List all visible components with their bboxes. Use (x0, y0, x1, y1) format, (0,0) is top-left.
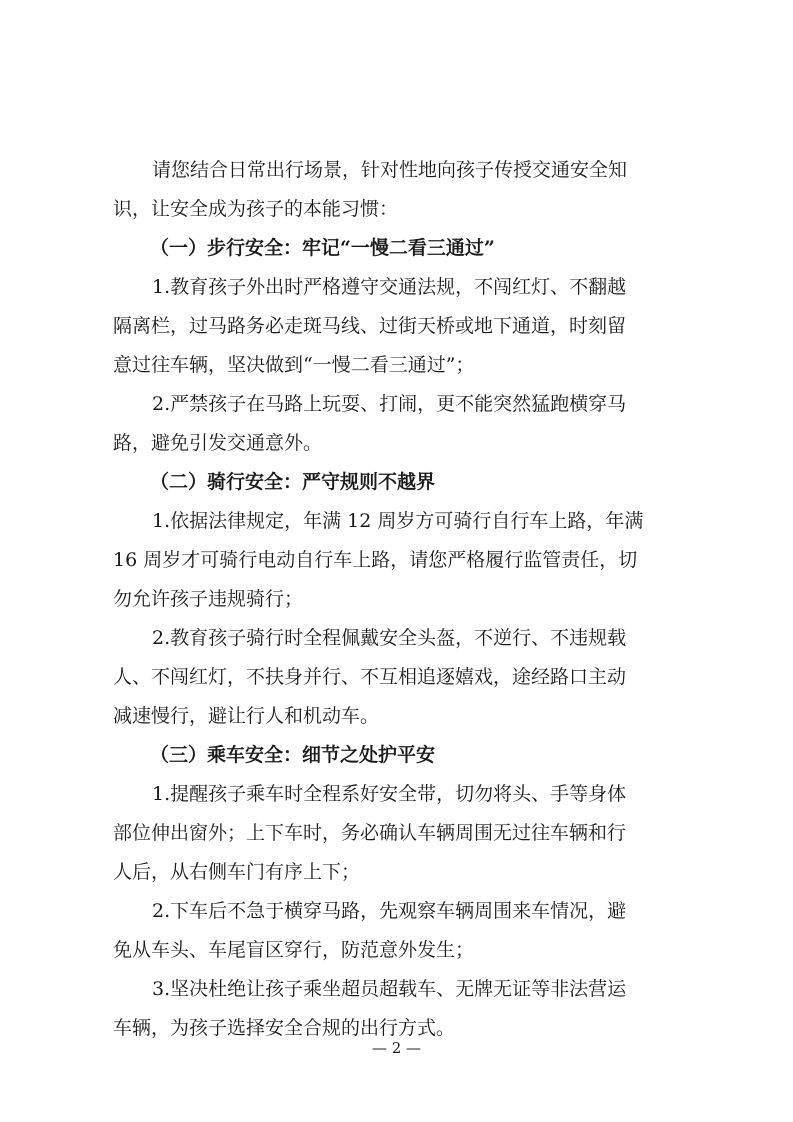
body-text: 部位伸出窗外；上下车时，务必确认车辆周围无过往车辆和行 (113, 822, 627, 844)
paragraph-line (0, 898, 793, 924)
body-text: 意过往车辆，坚决做到“一慢二看三通过”； (113, 354, 475, 376)
paragraph-line (0, 391, 793, 417)
body-text: 免从车头、车尾盲区穿行，防范意外发生； (113, 939, 475, 961)
body-text: 16 周岁才可骑行电动自行车上路，请您严格履行监管责任，切 (113, 549, 638, 571)
paragraph-line (0, 586, 793, 612)
paragraph-line (0, 196, 793, 222)
paragraph-line (0, 508, 793, 534)
body-text: 请您结合日常出行场景，针对性地向孩子传授交通安全知 (152, 159, 628, 181)
paragraph-line (0, 313, 793, 339)
section-heading (0, 469, 793, 495)
heading-text: （三）乘车安全：细节之处护平安 (150, 744, 436, 766)
body-text: 勿允许孩子违规骑行； (113, 588, 304, 610)
page-number: — 2 — (371, 1039, 422, 1057)
body-text: 2.下车后不急于横穿马路，先观察车辆周围来车情况，避 (152, 900, 627, 922)
paragraph-line (0, 703, 793, 729)
body-text: 1.教育孩子外出时严格遵守交通法规，不闯红灯、不翻越 (152, 276, 627, 298)
body-text: 识，让安全成为孩子的本能习惯： (113, 198, 399, 220)
body-text: 2.教育孩子骑行时全程佩戴安全头盔，不逆行、不违规载 (152, 627, 627, 649)
paragraph-line (0, 664, 793, 690)
body-text: 路，避免引发交通意外。 (113, 432, 323, 454)
paragraph-line (0, 976, 793, 1002)
body-text: 1.依据法律规定，年满 12 周岁方可骑行自行车上路，年满 (152, 510, 644, 532)
paragraph-line (0, 274, 793, 300)
paragraph-line (0, 820, 793, 846)
paragraph-line (0, 430, 793, 456)
section-heading (0, 235, 793, 261)
body-text: 3.坚决杜绝让孩子乘坐超员超载车、无牌无证等非法营运 (152, 978, 627, 1000)
heading-text: （二）骑行安全：严守规则不越界 (150, 471, 436, 493)
paragraph-line (0, 352, 793, 378)
paragraph-line (0, 157, 793, 183)
body-text: 人、不闯红灯，不扶身并行、不互相追逐嬉戏，途经路口主动 (113, 666, 627, 688)
paragraph-line (0, 937, 793, 963)
body-text: 1.提醒孩子乘车时全程系好安全带，切勿将头、手等身体 (152, 783, 627, 805)
body-text: 车辆，为孩子选择安全合规的出行方式。 (113, 1017, 456, 1039)
heading-text: （一）步行安全：牢记“一慢二看三通过” (150, 237, 495, 259)
paragraph-line (0, 859, 793, 885)
body-text: 减速慢行，避让行人和机动车。 (113, 705, 380, 727)
paragraph-line (0, 625, 793, 651)
body-text: 隔离栏，过马路务必走斑马线、过街天桥或地下通道，时刻留 (113, 315, 627, 337)
paragraph-line (0, 781, 793, 807)
paragraph-line (0, 547, 793, 573)
body-text: 人后，从右侧车门有序上下； (113, 861, 361, 883)
section-heading (0, 742, 793, 768)
body-text: 2.严禁孩子在马路上玩耍、打闹，更不能突然猛跑横穿马 (152, 393, 627, 415)
